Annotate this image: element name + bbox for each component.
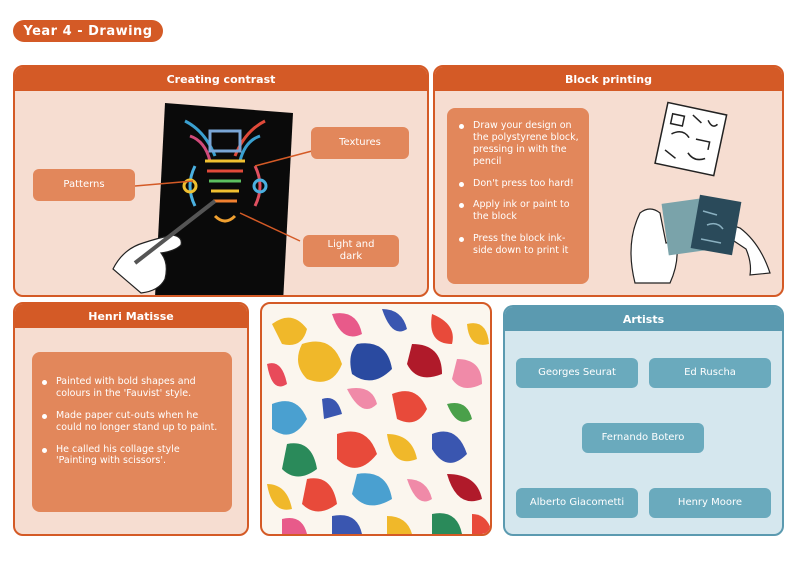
block-printing-panel <box>433 65 784 297</box>
matisse-facts <box>32 352 232 512</box>
artists-heading: Artists <box>505 307 782 331</box>
light-dark-label: Light and dark <box>303 235 399 267</box>
block-printing-heading: Block printing <box>435 67 782 91</box>
list-item: Don't press too hard! <box>457 178 581 190</box>
list-item: He called his collage style 'Painting with scissors'. <box>40 444 220 468</box>
textures-label: Textures <box>311 127 409 159</box>
creating-contrast-heading: Creating contrast <box>15 67 427 91</box>
page-title: Year 4 - Drawing <box>13 20 163 42</box>
matisse-cutout-pattern <box>260 302 492 536</box>
artist-fernando-botero: Fernando Botero <box>582 423 704 453</box>
list-item: Made paper cut-outs when he could no longer stand up to paint. <box>40 410 220 434</box>
list-item: Apply ink or paint to the block <box>457 199 581 223</box>
artist-ed-ruscha: Ed Ruscha <box>649 358 771 388</box>
list-item: Press the block ink-side down to print it <box>457 233 581 257</box>
artist-alberto-giacometti: Alberto Giacometti <box>516 488 638 518</box>
patterns-label: Patterns <box>33 169 135 201</box>
list-item: Painted with bold shapes and colours in the 'Fauvist' style. <box>40 376 220 400</box>
list-item: Draw your design on the polystyrene block, pressing in with the pencil <box>457 120 581 168</box>
block-printing-steps <box>447 108 589 284</box>
artists-panel <box>503 305 784 536</box>
artist-henry-moore: Henry Moore <box>649 488 771 518</box>
block-printing-illustration <box>595 93 784 293</box>
henri-matisse-heading: Henri Matisse <box>15 304 247 328</box>
henri-matisse-panel <box>13 302 249 536</box>
creating-contrast-panel <box>13 65 429 297</box>
artist-georges-seurat: Georges Seurat <box>516 358 638 388</box>
